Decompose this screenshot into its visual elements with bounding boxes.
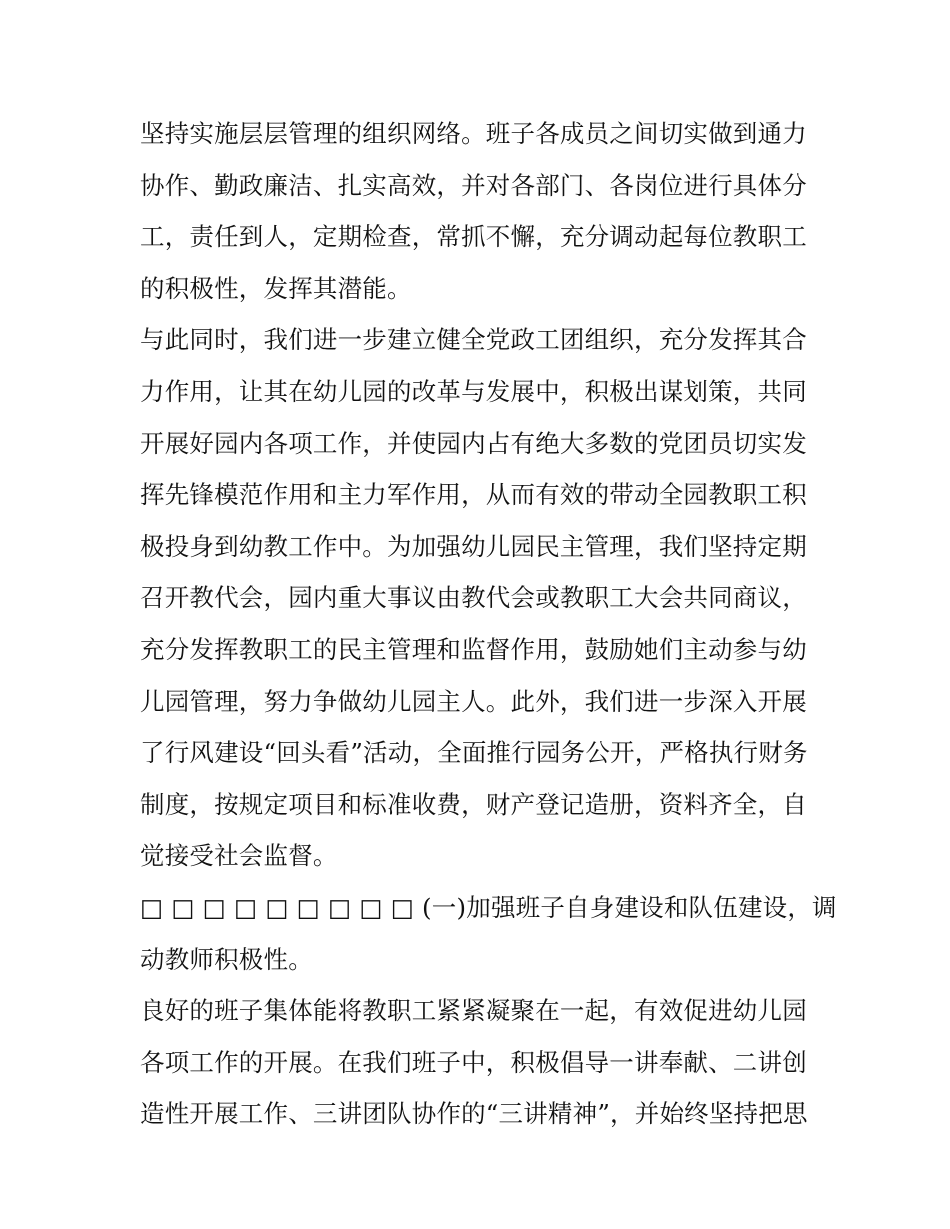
text-line: 充分发挥教职工的民主管理和监督作用，鼓励她们主动参与幼 — [140, 634, 807, 664]
text-line: 工，责任到人，定期检查，常抓不懈，充分调动起每位教职工 — [140, 222, 807, 252]
text-line: 极投身到幼教工作中。为加强幼儿园民主管理，我们坚持定期 — [140, 531, 807, 561]
text-line: 与此同时，我们进一步建立健全党政工团组织，充分发挥其合 — [140, 325, 807, 355]
text-line: 造性开展工作、三讲团队协作的“三讲精神”，并始终坚持把思 — [140, 1099, 808, 1129]
text-line: 动教师积极性。 — [140, 944, 313, 974]
text-line: 力作用，让其在幼儿园的改革与发展中，积极出谋划策，共同 — [140, 376, 807, 406]
text-line: 协作、勤政廉洁、扎实高效，并对各部门、各岗位进行具体分 — [140, 170, 807, 200]
text-line: □ □ □ □ □ □ □ □ □ (一)加强班子自身建设和队伍建设，调 — [140, 892, 837, 922]
text-line: 了行风建设“回头看”活动，全面推行园务公开，严格执行财务 — [140, 738, 808, 768]
text-line: 坚持实施层层管理的组织网络。班子各成员之间切实做到通力 — [140, 119, 807, 148]
text-line: 各项工作的开展。在我们班子中，积极倡导一讲奉献、二讲创 — [140, 1047, 807, 1077]
text-line: 儿园管理，努力争做幼儿园主人。此外，我们进一步深入开展 — [140, 686, 807, 716]
text-line: 召开教代会，园内重大事议由教代会或教职工大会共同商议， — [140, 583, 807, 613]
text-line: 制度，按规定项目和标准收费，财产登记造册，资料齐全，自 — [140, 789, 807, 819]
text-line: 觉接受社会监督。 — [140, 841, 338, 871]
body-text — [140, 108, 837, 1140]
text-line: 开展好园内各项工作，并使园内占有绝大多数的党团员切实发 — [140, 428, 807, 458]
text-line: 良好的班子集体能将教职工紧紧凝聚在一起，有效促进幼儿园 — [140, 996, 807, 1026]
text-line: 的积极性，发挥其潜能。 — [140, 273, 412, 303]
text-line: 挥先锋模范作用和主力军作用，从而有效的带动全园教职工积 — [140, 480, 807, 510]
